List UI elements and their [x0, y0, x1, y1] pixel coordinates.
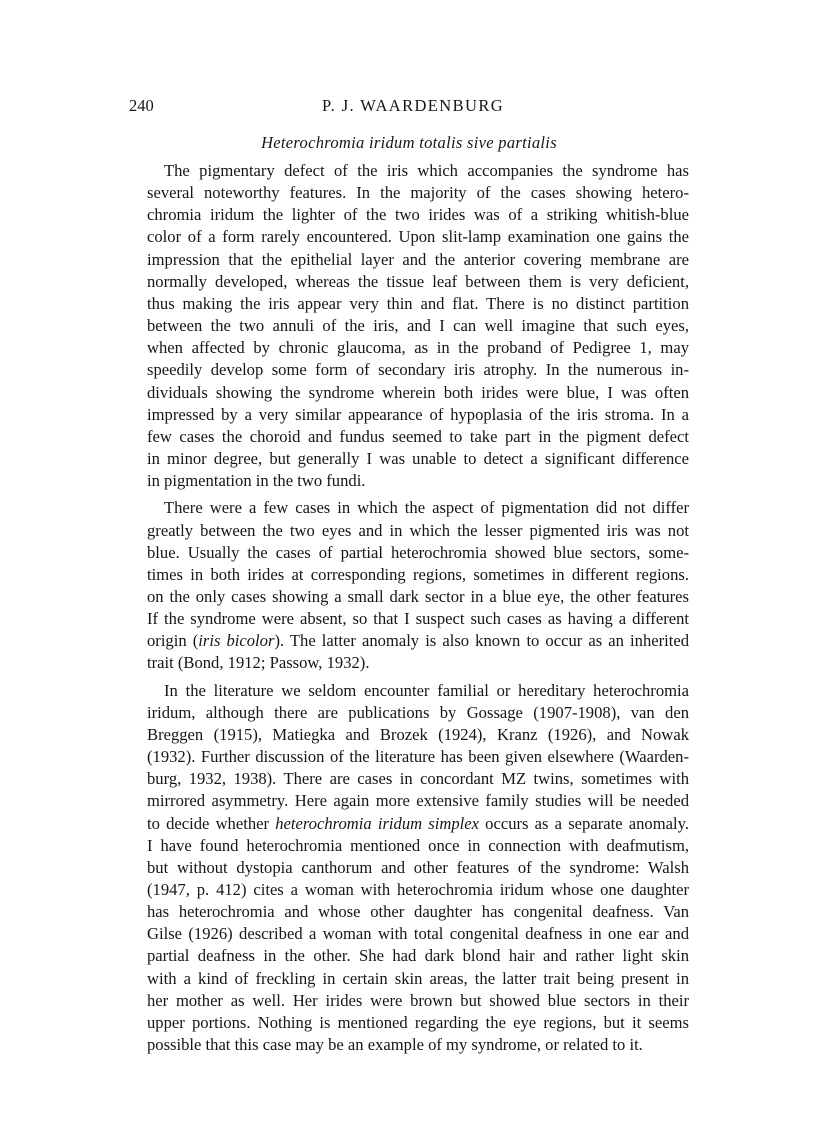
text-line-mixed: [129, 813, 689, 835]
text-line: few cases the choroid and fundus seemed to take part in the pigment defect: [147, 426, 689, 446]
text-line: upper portions. Nothing is mentioned regarding the eye regions, but it seems: [147, 1012, 689, 1032]
text-line: between the two annuli of the iris, and I can well imagine that such eyes,: [147, 316, 689, 336]
text-line: trait (Bond, 1912; Passow, 1932).: [147, 653, 370, 673]
paragraph-3: [129, 680, 689, 1057]
text-line: dividuals showing the syndrome wherein both irides were blue, I was often: [147, 382, 689, 402]
text-line: partial deafness in the other. She had dark blond hair and rather light skin: [147, 946, 689, 966]
text-line: Breggen (1915), Matiegka and Brozek (1924), Kranz (1926), and Nowak: [147, 724, 689, 744]
body-text: [129, 160, 689, 1056]
text-line: impression that the epithelial layer and the anterior covering membrane are: [147, 249, 689, 269]
text-line: Gilse (1926) described a woman with total congenital deafness in one ear and: [147, 924, 689, 944]
text-line: on the only cases showing a small dark sector in a blue eye, the other features: [147, 586, 689, 606]
text-line: color of a form rarely encountered. Upon slit-lamp examination one gains the: [147, 227, 689, 247]
text-run: ). The latter anomaly is also known to occur as an inherited: [274, 631, 690, 651]
text-line: burg, 1932, 1938). There are cases in concordant MZ twins, sometimes with: [147, 769, 689, 789]
running-header: [129, 96, 689, 120]
text-line: If the syndrome were absent, so that I suspect such cases as having a different: [147, 609, 689, 629]
text-line: In the literature we seldom encounter familial or hereditary heterochromia: [164, 680, 689, 700]
italic-term: heterochromia iridum simplex: [275, 813, 479, 833]
text-line: times in both irides at corresponding regions, sometimes in different regions.: [147, 564, 689, 584]
text-line: several noteworthy features. In the majority of the cases showing hetero-: [147, 183, 689, 203]
text-line: mirrored asymmetry. Here again more extensive family studies will be needed: [147, 791, 689, 811]
text-line: normally developed, whereas the tissue leaf between them is very deficient,: [147, 271, 689, 291]
text-line: blue. Usually the cases of partial heterochromia showed blue sectors, some-: [147, 542, 689, 562]
text-line: in minor degree, but generally I was unable to detect a significant difference: [147, 449, 689, 469]
section-title: Heterochromia iridum totalis sive partialis: [261, 133, 557, 152]
text-line: chromia iridum the lighter of the two irides was of a striking whitish-blue: [147, 205, 689, 225]
running-head-author: P. J. WAARDENBURG: [321, 96, 505, 115]
text-line: iridum, although there are publications by Gossage (1907-1908), van den: [147, 702, 689, 722]
text-line: has heterochromia and whose other daughter has congenital deafness. Van: [147, 902, 689, 922]
text-line: with a kind of freckling in certain skin areas, the latter trait being present in: [147, 968, 689, 988]
text-line: (1932). Further discussion of the literature has been given elsewhere (Waarden-: [147, 747, 689, 767]
text-run: to decide whether: [147, 813, 276, 833]
text-line: impressed by a very similar appearance of hypoplasia of the iris stroma. In a: [147, 404, 689, 424]
paragraph-2: [129, 497, 689, 674]
paragraph-1: [129, 160, 689, 492]
text-line: The pigmentary defect of the iris which accompanies the syndrome has: [164, 161, 689, 180]
text-line: when affected by chronic glaucoma, as in the proband of Pedigree 1, may: [147, 338, 689, 358]
text-line: in pigmentation in the two fundi.: [147, 471, 366, 491]
text-line: greatly between the two eyes and in which the lesser pigmented iris was not: [147, 520, 689, 540]
text-run: origin (: [147, 631, 199, 651]
text-line: thus making the iris appear very thin and flat. There is no distinct partition: [147, 293, 689, 313]
text-line-mixed: [129, 630, 689, 652]
page-number: 240: [129, 96, 154, 115]
text-line: I have found heterochromia mentioned once in connection with deafmutism,: [147, 835, 689, 855]
italic-term: iris bicolor: [198, 631, 275, 651]
text-line: but without dystopia canthorum and other features of the syndrome: Walsh: [147, 857, 689, 877]
text-run: occurs as a separate anomaly.: [478, 813, 689, 833]
text-line: possible that this case may be an example of my syndrome, or related to it.: [147, 1035, 643, 1055]
text-line: her mother as well. Her irides were brown but showed blue sectors in their: [147, 990, 689, 1010]
text-line: (1947, p. 412) cites a woman with heterochromia iridum whose one daughter: [147, 880, 689, 899]
text-line: speedily develop some form of secondary iris atrophy. In the numerous in-: [147, 360, 689, 380]
text-line: There were a few cases in which the aspect of pigmentation did not differ: [164, 498, 689, 518]
